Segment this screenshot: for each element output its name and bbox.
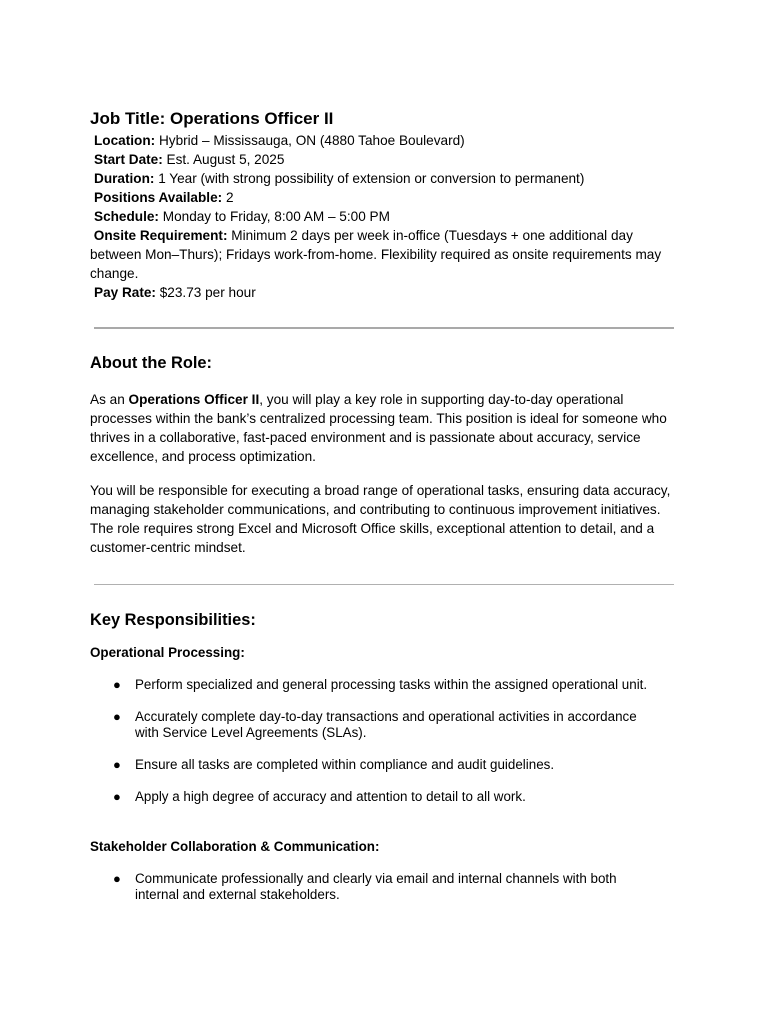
detail-pay-rate (90, 283, 680, 302)
detail-label: Start Date: (94, 152, 163, 167)
bullet-icon: ● (113, 677, 121, 692)
list-item (90, 709, 650, 741)
section-title-operational-processing: Operational Processing: (90, 645, 245, 660)
bullet-icon: ● (113, 709, 121, 724)
about-heading: About the Role: (90, 354, 213, 372)
list-item (90, 789, 650, 805)
bullet-list (90, 677, 650, 821)
text-span: , you will play a key role in supporting day-to-day operational processes within the bank’s centralized processing team. This position is ideal for someone who thrives in a collaborative, fast-paced environment and is passionate about accuracy, service excellence, and process optimization. (90, 392, 667, 464)
list-item (90, 677, 650, 693)
job-details (90, 131, 680, 302)
detail-positions (90, 188, 680, 207)
list-item (90, 871, 650, 903)
detail-label: Schedule: (94, 209, 159, 224)
list-item-text: Perform specialized and general processing tasks within the assigned operational unit. (135, 677, 648, 692)
bullet-icon: ● (113, 757, 121, 772)
responsibilities-heading: Key Responsibilities: (90, 611, 256, 629)
list-item-text: Ensure all tasks are completed within compliance and audit guidelines. (135, 757, 555, 772)
detail-label: Duration: (94, 171, 155, 186)
bullet-icon: ● (113, 871, 121, 886)
detail-label: Positions Available: (94, 190, 223, 205)
horizontal-divider (94, 584, 674, 585)
detail-schedule (90, 207, 680, 226)
detail-label: Onsite Requirement: (93, 228, 228, 243)
list-item-text: Apply a high degree of accuracy and attention to detail to all work. (135, 789, 526, 804)
list-item (90, 757, 650, 773)
bullet-icon: ● (113, 789, 121, 804)
list-item-text: Communicate professionally and clearly via email and internal channels with both internal and external stakeholders. (135, 871, 617, 902)
detail-start-date (90, 150, 680, 169)
detail-duration (90, 169, 680, 188)
detail-value: Est. August 5, 2025 (162, 152, 285, 167)
detail-location (90, 131, 680, 150)
role-name-bold: Operations Officer II (128, 392, 260, 407)
detail-value: Minimum 2 days per week in-office (Tuesdays + one additional day between Mon–Thurs); Fridays work-from-home. Flexibility required as onsite requirements may change. (90, 228, 662, 281)
about-paragraph-1 (90, 390, 682, 466)
detail-label: Location: (94, 133, 156, 148)
bullet-list (90, 871, 650, 919)
horizontal-divider (94, 327, 674, 329)
detail-label: Pay Rate: (94, 285, 156, 300)
detail-value: 2 (222, 190, 234, 205)
text-span: As an (90, 392, 129, 407)
list-item-text: Accurately complete day-to-day transactions and operational activities in accordance with Service Level Agreements (SLAs). (135, 709, 637, 740)
detail-onsite (90, 226, 680, 283)
section-title-stakeholder-collaboration: Stakeholder Collaboration & Communication: (90, 839, 380, 854)
about-paragraph-2: You will be responsible for executing a broad range of operational tasks, ensuring data accuracy, managing stakeholder communications, and contributing to continuous improvement initiatives. The role requires strong Excel and Microsoft Office skills, exceptional attention to detail, and a customer-centric mindset. (90, 483, 671, 555)
detail-value: Monday to Friday, 8:00 AM – 5:00 PM (158, 209, 390, 224)
detail-value: Hybrid – Mississauga, ON (4880 Tahoe Boulevard) (155, 133, 465, 148)
detail-value: 1 Year (with strong possibility of extension or conversion to permanent) (154, 171, 585, 186)
job-title: Job Title: Operations Officer II (90, 109, 334, 128)
detail-value: $23.73 per hour (155, 285, 256, 300)
